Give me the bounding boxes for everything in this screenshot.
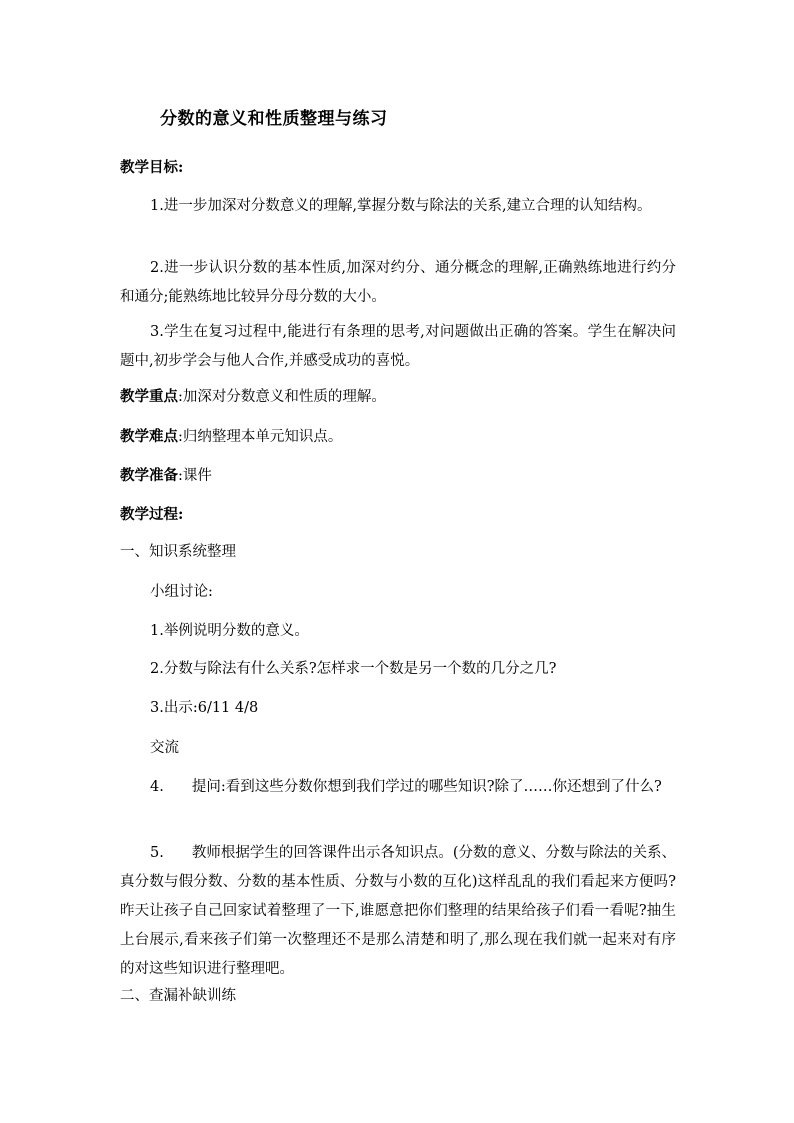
document-title: 分数的意义和性质整理与练习 — [160, 109, 388, 129]
process-heading: 教学过程: — [120, 506, 184, 523]
item-5 — [120, 839, 676, 984]
difficulty-text: :归纳整理本单元知识点。 — [178, 429, 343, 445]
section2-heading: 二、查漏补缺训练 — [120, 988, 236, 1004]
preparation-text: :课件 — [178, 468, 212, 484]
objectives-heading: 教学目标: — [120, 159, 184, 176]
item-5-text: 教师根据学生的回答课件出示各知识点。(分数的意义、分数与除法的关系、真分数与假分数、分数的基本性质、分数与小数的互化)这样乱乱的我们看起来方便吗?昨天让孩子自己回家试着整理了一下,谁愿意把你们整理的结果给孩子们看一看呢?抽生上台展示,看来孩子们第一次整理还不是那么清楚和明了,那么现在我们就一起来对有序的对这些知识进行整理吧。 — [120, 845, 676, 977]
group-discussion: 小组讨论: — [150, 584, 213, 600]
preparation-label: 教学准备 — [120, 467, 178, 484]
list-item: 3.出示:6/11 4/8 — [150, 700, 259, 716]
difficulty-label: 教学难点 — [120, 428, 178, 445]
section1-heading: 一、知识系统整理 — [120, 544, 236, 560]
item-5-number: 5. — [150, 845, 164, 861]
objective-2: 2.进一步认识分数的基本性质,加深对约分、通分概念的理解,正确熟练地进行约分和通分;能熟练地比较异分母分数的大小。 — [120, 260, 676, 305]
key-point — [120, 382, 680, 412]
preparation — [120, 461, 680, 491]
item-4-number: 4. — [150, 779, 164, 795]
item-4 — [120, 773, 676, 802]
list-item: 1.举例说明分数的意义。 — [150, 623, 309, 639]
objective-3: 3.学生在复习过程中,能进行有条理的思考,对问题做出正确的答案。学生在解决问题中,初步学会与他人合作,并感受成功的喜悦。 — [120, 324, 676, 369]
list-item: 2.分数与除法有什么关系?怎样求一个数是另一个数的几分之几? — [150, 661, 557, 677]
difficulty — [120, 422, 680, 452]
item-4-text: 提问:看到这些分数你想到我们学过的哪些知识?除了……你还想到了什么? — [191, 779, 662, 795]
objective-1: 1.进一步加深对分数意义的理解,掌握分数与除法的关系,建立合理的认知结构。 — [150, 198, 652, 214]
key-point-label: 教学重点 — [120, 388, 178, 405]
exchange-label: 交流 — [150, 740, 179, 756]
key-point-text: :加深对分数意义和性质的理解。 — [178, 389, 386, 405]
